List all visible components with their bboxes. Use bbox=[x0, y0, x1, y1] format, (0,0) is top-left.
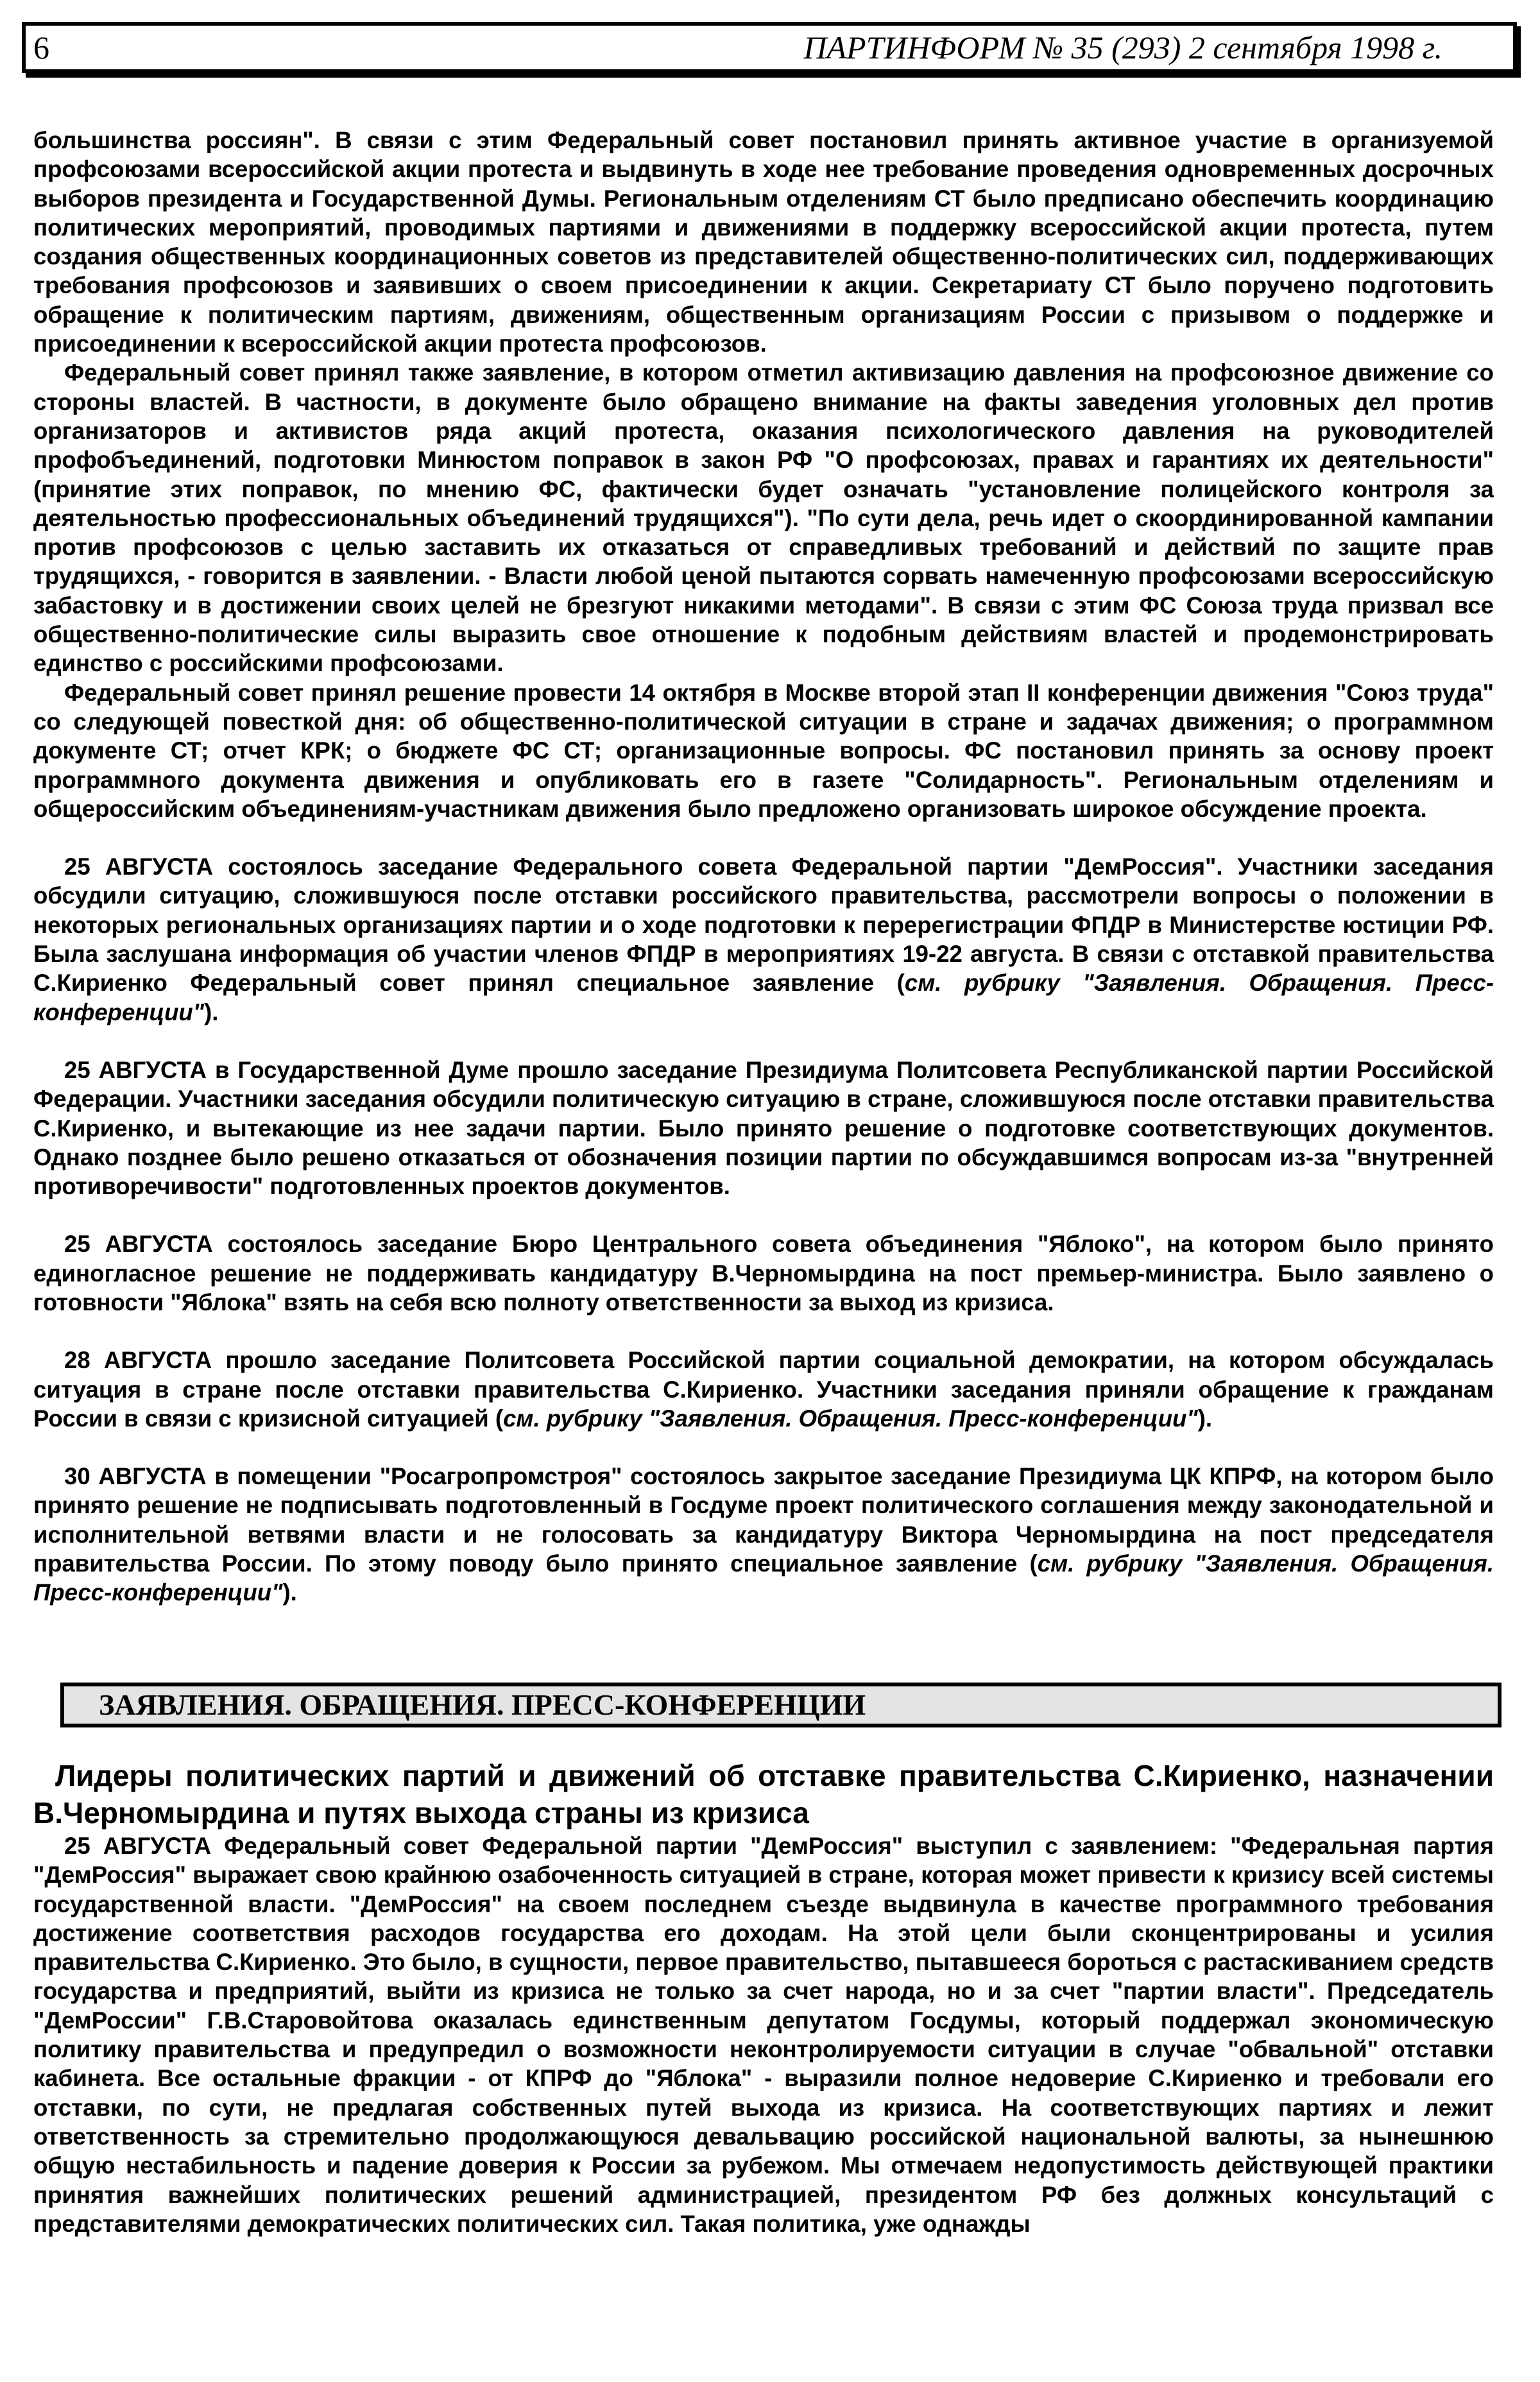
paragraph: 25 АВГУСТА Федеральный совет Федеральной партии "ДемРоссия" выступил с заявлением: "Федеральная партия "ДемРоссия" выражает свою крайнюю озабоченность ситуацией в стране, которая может привести к кризису всей системы государственной власти. "ДемРоссия" на своем последнем съезде выдвинула в качестве программного требования достижение соответствия расходов государства его доходам. На этой цели были сконцентрированы и усилия правительства С.Кириенко. Это было, в сущности, первое правительство, пытавшееся бороться с растаскиванием средств государства и предприятий, выйти из кризиса не только за счет народа, но и за счет "партии власти". Председатель "ДемРоссии" Г.В.Старовойтова оказалась единственным депутатом Госдумы, который поддержал экономическую политику правительства и предупредил о возможности неконтролируемости ситуации в случае "обвальной" отставки кабинета. Все остальные фракции - от КПРФ до "Яблока" - выразили полное недоверие С.Кириенко и требовали его отставки, по сути, не предлагая собственных путей выхода из кризиса. На соответствующих партиях и лежит ответственность за стремительно продолжающуюся девальвацию российской национальной валюты, за нынешнюю общую нестабильность и падение доверия к России за рубежом. Мы отмечаем недопустимость действующей практики принятия важнейших политических решений администрацией, президентом РФ без должных консультаций с представителями демократических политических сил. Такая политика, уже однажды bbox=[33, 1833, 1494, 2237]
rubric-reference: см. рубрику "Заявления. Обращения. Пресс-конференции" bbox=[33, 970, 1494, 1025]
section-header bbox=[60, 1683, 1502, 1727]
page-number: 6 bbox=[33, 30, 49, 65]
section-title: ЗАЯВЛЕНИЯ. ОБРАЩЕНИЯ. ПРЕСС-КОНФЕРЕНЦИИ bbox=[99, 1688, 866, 1721]
paragraph-text: ). bbox=[282, 1579, 297, 1606]
paragraph bbox=[33, 1346, 1494, 1433]
paragraph bbox=[33, 1462, 1494, 1607]
paragraph-text: 25 АВГУСТА состоялось заседание Федерального совета Федеральной партии "ДемРоссия". Участники заседания обсудили ситуацию, сложившуюся после отставки российского правительства, рассмотрели вопросы о положении в некоторых региональных организациях партии и о ходе подготовки к перерегистрации ФПДР в Министерстве юстиции РФ. Была заслушана информация об участии членов ФПДР в мероприятиях 19-22 августа. В связи с отставкой правительства С.Кириенко Федеральный совет принял специальное заявление ( bbox=[33, 853, 1494, 997]
paragraph-text: 28 АВГУСТА прошло заседание Политсовета Российской партии социальной демократии, на котором обсуждалась ситуация в стране после отставки правительства С.Кириенко. Участники заседания приняли обращение к гражданам России в связи с кризисной ситуацией ( bbox=[33, 1347, 1494, 1432]
article-heading: Лидеры политических партий и движений об отставке правительства С.Кириенко, назначении В.Черномырдина и путях выхода страны из кризиса bbox=[33, 1759, 1494, 1829]
paragraph bbox=[33, 852, 1494, 1027]
news-column bbox=[33, 126, 1494, 1607]
paragraph: Федеральный совет принял решение провести 14 октября в Москве второй этап II конференции движения "Союз труда" со следующей повесткой дня: об общественно-политической ситуации в стране и задачах движения; о программном документе СТ; отчет КРК; о бюджете ФС СТ; организационные вопросы. ФС постановил принять за основу проект программного документа движения и опубликовать его в газете "Солидарность". Региональным отделениям и общероссийским объединениям-участникам движения было предложено организовать широкое обсуждение проекта. bbox=[33, 679, 1494, 822]
rubric-reference: см. рубрику "Заявления. Обращения. Пресс-конференции" bbox=[33, 1550, 1494, 1606]
paragraph: большинства россиян". В связи с этим Федеральный совет постановил принять активное участие в организуемой профсоюзами всероссийской акции протеста и выдвинуть в ходе нее требование проведения одновременных досрочных выборов президента и Государственной Думы. Региональным отделениям СТ было предписано обеспечить координацию политических мероприятий, проводимых партиями и движениями в поддержку всероссийской акции протеста, путем создания общественных координационных советов из представителей общественно-политических сил, поддерживающих требования профсоюзов и заявивших о своем присоединении к акции. Секретариату СТ было поручено подготовить обращение к политическим партиям, движениям, общественным организациям России с призывом о поддержке и присоединении к всероссийской акции протеста профсоюзов. bbox=[33, 127, 1494, 357]
paragraph: 25 АВГУСТА состоялось заседание Бюро Центрального совета объединения "Яблоко", на котором было принято единогласное решение не поддерживать кандидатуру В.Черномырдина на пост премьер-министра. Было заявлено о готовности "Яблока" взять на себя всю полноту ответственности за выход из кризиса. bbox=[33, 1231, 1494, 1315]
article bbox=[33, 1757, 1494, 2238]
page-header bbox=[22, 22, 1517, 73]
paragraph: 25 АВГУСТА в Государственной Думе прошло заседание Президиума Политсовета Республиканской партии Российской Федерации. Участники заседания обсудили политическую ситуацию в стране, сложившуюся после отставки правительства С.Кириенко, и вытекающие из нее задачи партии. Было принято решение о подготовке соответствующих документов. Однако позднее было решено отказаться от обозначения позиции партии по обсуждавшимся вопросам из-за "внутренней противоречивости" подготовленных проектов документов. bbox=[33, 1056, 1494, 1200]
publication-title: ПАРТИНФОРМ № 35 (293) 2 сентября 1998 г. bbox=[803, 30, 1442, 65]
paragraph-text: ). bbox=[204, 998, 219, 1025]
paragraph: Федеральный совет принял также заявление, в котором отметил активизацию давления на профсоюзное движение со стороны властей. В частности, в документе было обращено внимание на факты заведения уголовных дел против организаторов и активистов ряда акций протеста, оказания психологического давления на руководителей профобъединений, подготовки Минюстом поправок в закон РФ "О профсоюзах, правах и гарантиях их деятельности" (принятие этих поправок, по мнению ФС, фактически будет означать "установление полицейского контроля за деятельностью профессиональных объединений трудящихся"). "По сути дела, речь идет о скоординированной кампании против профсоюзов с целью заставить их отказаться от справедливых требований и действий по защите прав трудящихся, - говорится в заявлении. - Власти любой ценой пытаются сорвать намеченную профсоюзами всероссийскую забастовку и в достижении своих целей не брезгуют никакими методами". В связи с этим ФС Союза труда призвал все общественно-политические силы выразить свое отношение к подобным действиям властей и продемонстрировать единство с российскими профсоюзами. bbox=[33, 359, 1494, 677]
paragraph-text: 30 АВГУСТА в помещении "Росагропромстроя" состоялось закрытое заседание Президиума ЦК КПРФ, на котором было принято решение не подписывать подготовленный в Госдуме проект политического соглашения между законодательной и исполнительной ветвями власти и не голосовать за кандидатуру Виктора Черномырдина на пост председателя правительства России. По этому поводу было принято специальное заявление ( bbox=[33, 1463, 1494, 1577]
rubric-reference: см. рубрику "Заявления. Обращения. Пресс-конференции" bbox=[503, 1405, 1198, 1432]
paragraph-text: ). bbox=[1197, 1405, 1213, 1432]
